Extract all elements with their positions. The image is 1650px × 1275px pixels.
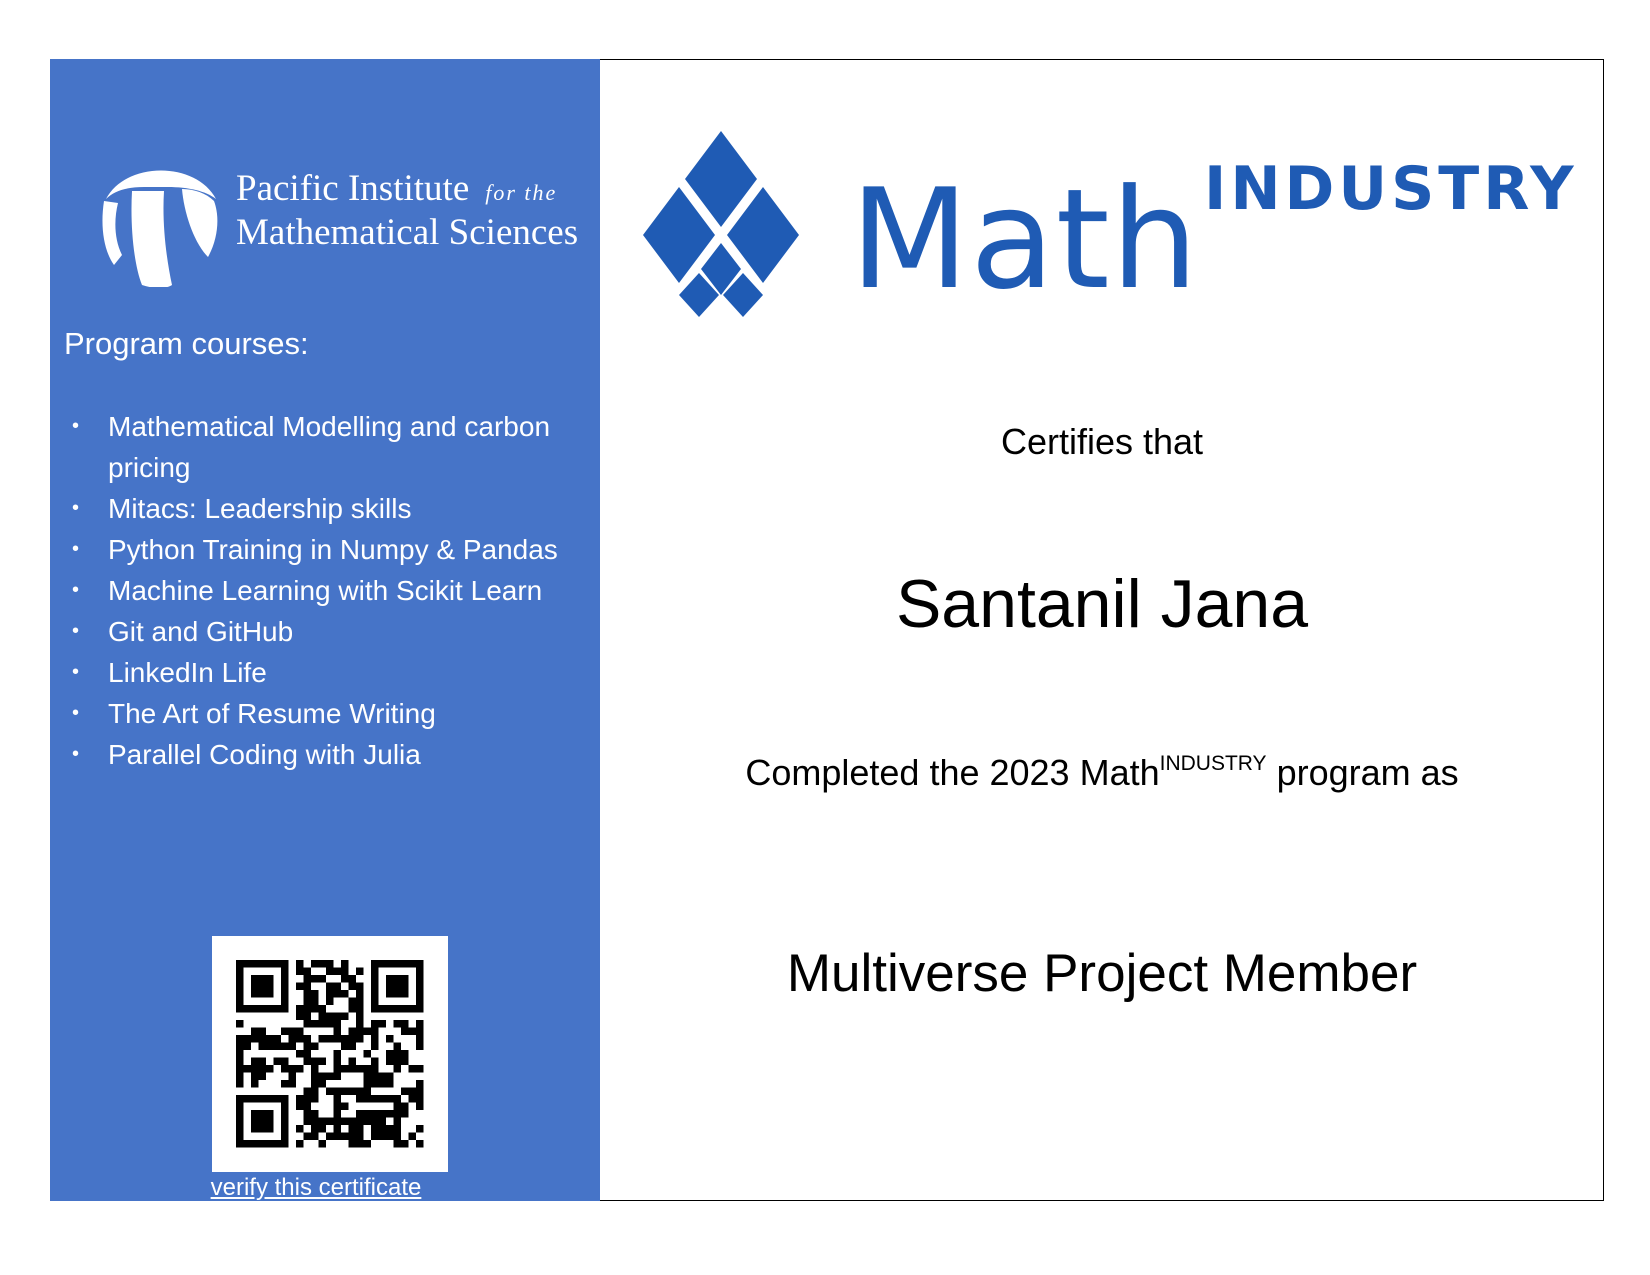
completion-text-start: Completed the 2023 Math [745, 752, 1160, 793]
bullet-icon: • [72, 579, 80, 601]
list-item [64, 611, 584, 652]
course-label: The Art of Resume Writing [108, 698, 436, 729]
completion-statement [600, 752, 1604, 794]
pims-logo-icon [96, 147, 226, 287]
pims-name [236, 169, 578, 253]
course-label: Machine Learning with Scikit Learn [108, 575, 543, 606]
pims-name-line2: Mathematical Sciences [236, 212, 579, 253]
completion-superscript: INDUSTRY [1159, 752, 1267, 775]
bullet-icon: • [72, 743, 80, 765]
qr-code[interactable] [212, 936, 448, 1172]
math-wordmark: Math [850, 159, 1200, 320]
bullet-icon: • [72, 702, 80, 724]
recipient-name: Santanil Jana [895, 566, 1309, 642]
course-label: LinkedIn Life [108, 657, 267, 688]
bullet-icon: • [72, 497, 80, 519]
list-item [64, 529, 584, 570]
course-label: Git and GitHub [108, 616, 294, 647]
role-title: Multiverse Project Member [786, 944, 1418, 1003]
course-label: Parallel Coding with Julia [108, 739, 421, 770]
course-label: Mitacs: Leadership skills [108, 493, 412, 524]
verify-certificate-link[interactable]: verify this certificate [210, 1174, 422, 1201]
certifies-text: Certifies that [1000, 421, 1204, 462]
completion-text-end: program as [1266, 752, 1459, 793]
bullet-icon: • [72, 415, 80, 437]
course-label: Mathematical Modelling and carbon pricing [108, 411, 551, 483]
courses-heading: Program courses: [64, 326, 309, 361]
bullet-icon: • [72, 538, 80, 560]
qr-code-icon [236, 960, 424, 1148]
course-list [64, 406, 584, 775]
pims-name-for: for the [485, 180, 558, 205]
pims-name-line1: Pacific Institute [236, 168, 470, 209]
list-item [64, 652, 584, 693]
list-item [64, 734, 584, 775]
list-item [64, 570, 584, 611]
list-item [64, 488, 584, 529]
bullet-icon: • [72, 620, 80, 642]
bullet-icon: • [72, 661, 80, 683]
industry-wordmark: INDUSTRY [1204, 154, 1578, 224]
sidebar-panel [50, 59, 600, 1201]
course-label: Python Training in Numpy & Pandas [108, 534, 558, 565]
list-item [64, 406, 584, 488]
list-item [64, 693, 584, 734]
math-industry-diamond-icon [643, 131, 799, 317]
